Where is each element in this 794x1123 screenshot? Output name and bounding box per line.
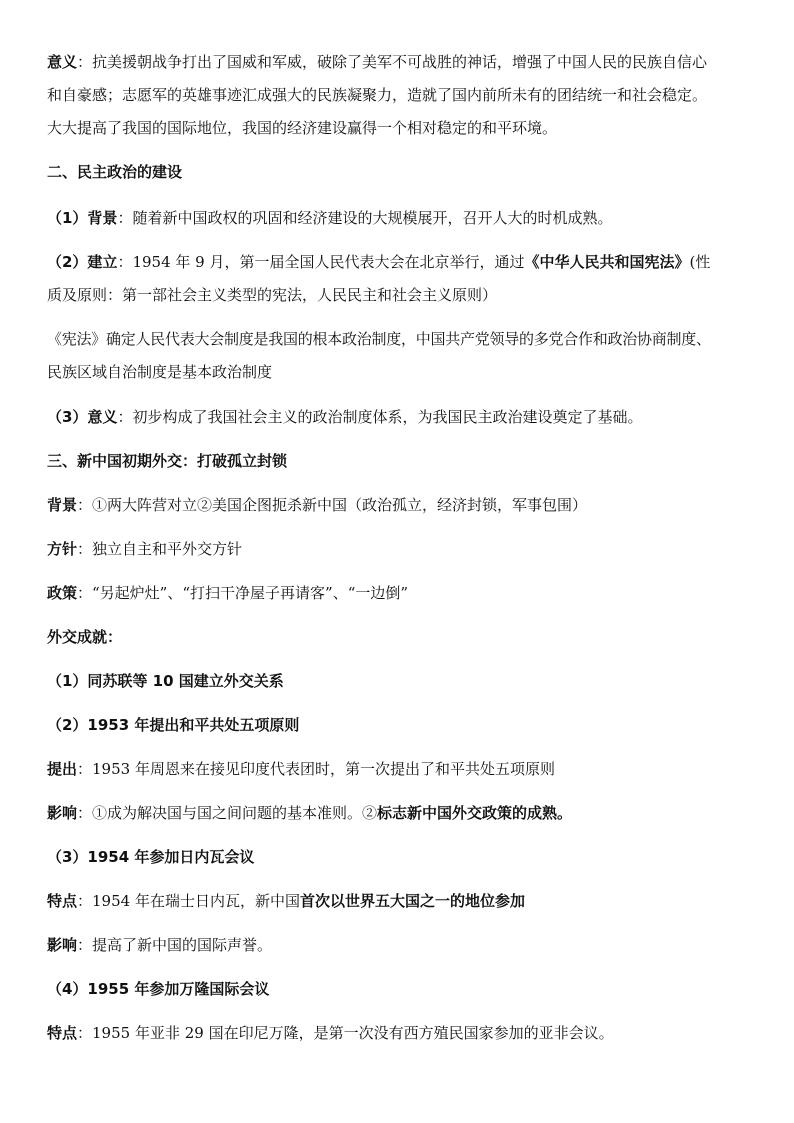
section-2-establish xyxy=(47,246,752,312)
impact-label: 影响 xyxy=(47,804,78,822)
constitution-paragraph xyxy=(47,323,752,389)
achievement-item-4: （4）1955 年参加万隆国际会议 xyxy=(47,980,270,998)
section-2-meaning xyxy=(47,401,752,433)
war-significance-line-1 xyxy=(47,46,752,79)
establish-text-a: 1954 年 9 月，第一届全国人民代表大会在北京举行，通过 xyxy=(132,253,525,271)
section-3-policy xyxy=(47,533,752,565)
significance-colon: ： xyxy=(77,53,93,71)
constitution-title: 《中华人民共和国宪法》 xyxy=(524,253,690,271)
document-page xyxy=(47,46,752,1049)
background-text: 随着新中国政权的巩固和经济建设的大规模展开，召开人大的时机成熟。 xyxy=(132,209,613,227)
bandung-feature-label: 特点 xyxy=(47,1024,78,1042)
section-3-politics xyxy=(47,577,752,609)
meaning-label: （3）意义 xyxy=(47,408,118,426)
impact-bold-text: 标志新中国外交政策的成熟。 xyxy=(377,804,573,822)
background-label: （1）背景 xyxy=(47,209,118,227)
establish-label: （2）建立 xyxy=(47,253,118,271)
war-significance-paragraph xyxy=(47,46,752,145)
achievement-item-1: （1）同苏联等 10 国建立外交关系 xyxy=(47,672,284,690)
item3-impact xyxy=(47,929,752,961)
bandung-feature-text: ：1955 年亚非 29 国在印尼万隆，是第一次没有西方殖民国家参加的亚非会议。 xyxy=(77,1024,614,1042)
war-significance-line-3: 大大提高了我国的国际地位，我国的经济建设赢得一个相对稳定的和平环境。 xyxy=(47,119,558,137)
geneva-impact-label: 影响 xyxy=(47,936,78,954)
politics-label: 政策 xyxy=(47,584,78,602)
achievements-heading: 外交成就： xyxy=(47,628,123,646)
propose-text: ：1953 年周恩来在接见印度代表团时，第一次提出了和平共处五项原则 xyxy=(77,760,555,778)
geneva-feature-bold: 首次以世界五大国之一的地位参加 xyxy=(299,892,525,910)
meaning-colon: ： xyxy=(117,408,133,426)
significance-text-1: 抗美援朝战争打出了国威和军威，破除了美军不可战胜的神话，增强了中国人民的民族自信心 xyxy=(92,53,708,71)
policy-text: ：独立自主和平外交方针 xyxy=(77,540,243,558)
meaning-text: 初步构成了我国社会主义的政治制度体系，为我国民主政治建设奠定了基础。 xyxy=(132,408,643,426)
war-significance-line-2: 和自豪感；志愿军的英雄事迹汇成强大的民族凝聚力，造就了国内前所未有的团结统一和社会稳定。 xyxy=(47,86,708,104)
item2-impact xyxy=(47,797,752,829)
policy-label: 方针 xyxy=(47,540,78,558)
geneva-feature-text: ：1954 年在瑞士日内瓦，新中国 xyxy=(77,892,300,910)
establish-line-1 xyxy=(47,246,752,279)
achievement-item-2: （2）1953 年提出和平共处五项原则 xyxy=(47,716,300,734)
section-3-background xyxy=(47,489,752,521)
politics-text: ：“另起炉灶”、“打扫干净屋子再请客”、“一边倒” xyxy=(77,584,409,602)
section-3-heading: 三、新中国初期外交：打破孤立封锁 xyxy=(47,452,288,470)
diplomacy-background-label: 背景 xyxy=(47,496,78,514)
section-2-heading: 二、民主政治的建设 xyxy=(47,163,183,181)
geneva-impact-text: ：提高了新中国的国际声誉。 xyxy=(77,936,273,954)
impact-text: ：①成为解决国与国之间问题的基本准则。② xyxy=(77,804,378,822)
propose-label: 提出 xyxy=(47,760,78,778)
diplomacy-background-text: ：①两大阵营对立②美国企图扼杀新中国（政治孤立，经济封锁，军事包围） xyxy=(77,496,588,514)
section-2-background xyxy=(47,202,752,234)
establish-line-2: 质及原则：第一部社会主义类型的宪法，人民民主和社会主义原则） xyxy=(47,286,498,304)
item2-propose xyxy=(47,753,752,785)
achievement-item-3: （3）1954 年参加日内瓦会议 xyxy=(47,848,255,866)
item3-feature xyxy=(47,885,752,917)
constitution-line-1: 《宪法》确定人民代表大会制度是我国的根本政治制度，中国共产党领导的多党合作和政治协商制度、 xyxy=(47,330,711,348)
item4-feature xyxy=(47,1017,752,1049)
establish-text-b: (性 xyxy=(689,253,711,271)
constitution-line-2: 民族区域自治制度是基本政治制度 xyxy=(47,363,273,381)
geneva-feature-label: 特点 xyxy=(47,892,78,910)
background-colon: ： xyxy=(117,209,133,227)
significance-label: 意义 xyxy=(47,53,78,71)
establish-colon: ： xyxy=(117,253,133,271)
